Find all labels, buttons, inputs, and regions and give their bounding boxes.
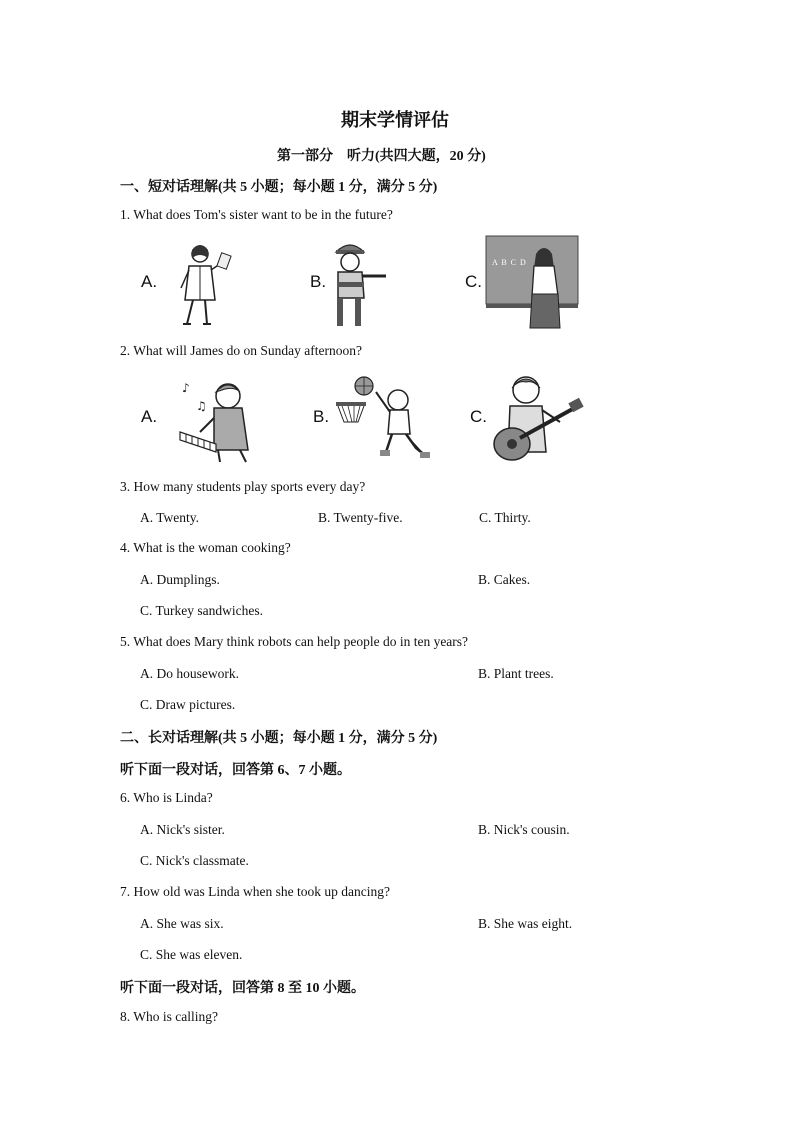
option-a: A. Twenty. — [140, 510, 200, 525]
basketball-icon — [334, 376, 432, 462]
question-8 — [120, 1009, 218, 1025]
question-text: What does Tom's sister want to be in the future? — [133, 207, 393, 222]
svg-text:♪: ♪ — [182, 381, 190, 395]
option-c: C. Draw pictures. — [140, 697, 236, 712]
option-c: C. Thirty. — [479, 510, 531, 525]
question-2 — [120, 343, 362, 359]
question-text: What will James do on Sunday afternoon? — [133, 343, 362, 358]
option-label: C. — [465, 272, 482, 291]
question-text: What is the woman cooking? — [133, 540, 291, 555]
option-label: B. — [310, 272, 327, 291]
question-number: 6. — [120, 790, 131, 805]
question-5 — [120, 634, 468, 650]
svg-text:♫: ♫ — [196, 399, 207, 413]
question-7 — [120, 884, 390, 900]
question-text: How many students play sports every day? — [133, 479, 366, 494]
question-1 — [120, 207, 393, 223]
question-text: Who is calling? — [133, 1009, 218, 1024]
question-number: 7. — [120, 884, 131, 899]
doctor-icon — [175, 240, 235, 330]
question-6 — [120, 790, 213, 806]
option-b: B. Nick's cousin. — [478, 822, 570, 837]
traffic-police-icon — [330, 238, 390, 330]
option-a: A. Nick's sister. — [140, 822, 225, 837]
option-b: B. Plant trees. — [478, 666, 554, 681]
option-a: A. Dumplings. — [140, 572, 220, 587]
section-heading: 一、短对话理解(共 5 小题；每小题 1 分，满分 5 分) — [120, 180, 438, 195]
piano-icon — [178, 378, 256, 464]
guitar-icon — [490, 372, 588, 466]
part-header: 第一部分 听力(共四大题，20 分) — [277, 149, 486, 164]
option-c: C. She was eleven. — [140, 947, 243, 962]
option-a: A. She was six. — [140, 916, 224, 931]
question-4 — [120, 540, 291, 556]
page-title: 期末学情评估 — [341, 110, 449, 130]
section-heading: 二、长对话理解(共 5 小题；每小题 1 分，满分 5 分) — [120, 731, 438, 746]
question-number: 1. — [120, 207, 131, 222]
question-number: 8. — [120, 1009, 131, 1024]
question-number: 5. — [120, 634, 131, 649]
option-a: A. Do housework. — [140, 666, 239, 681]
board-text: A B C D — [492, 258, 527, 267]
teacher-icon — [486, 236, 578, 330]
option-b: B. She was eight. — [478, 916, 573, 931]
option-c: C. Nick's classmate. — [140, 853, 249, 868]
question-text: What does Mary think robots can help people do in ten years? — [133, 634, 469, 649]
question-number: 4. — [120, 540, 131, 555]
option-label: A. — [141, 407, 158, 426]
instruction: 听下面一段对话，回答第 8 至 10 小题。 — [120, 981, 365, 996]
option-b: B. Cakes. — [478, 572, 531, 587]
option-label: A. — [141, 272, 158, 291]
question-3 — [120, 479, 365, 495]
question-text: How old was Linda when she took up dancing? — [133, 884, 390, 899]
question-number: 2. — [120, 343, 131, 358]
option-c: C. Turkey sandwiches. — [140, 603, 264, 618]
option-label: C. — [470, 407, 487, 426]
question-number: 3. — [120, 479, 131, 494]
option-b: B. Twenty-five. — [318, 510, 403, 525]
option-label: B. — [313, 407, 330, 426]
question-text: Who is Linda? — [133, 790, 213, 805]
instruction: 听下面一段对话，回答第 6、7 小题。 — [120, 763, 351, 778]
